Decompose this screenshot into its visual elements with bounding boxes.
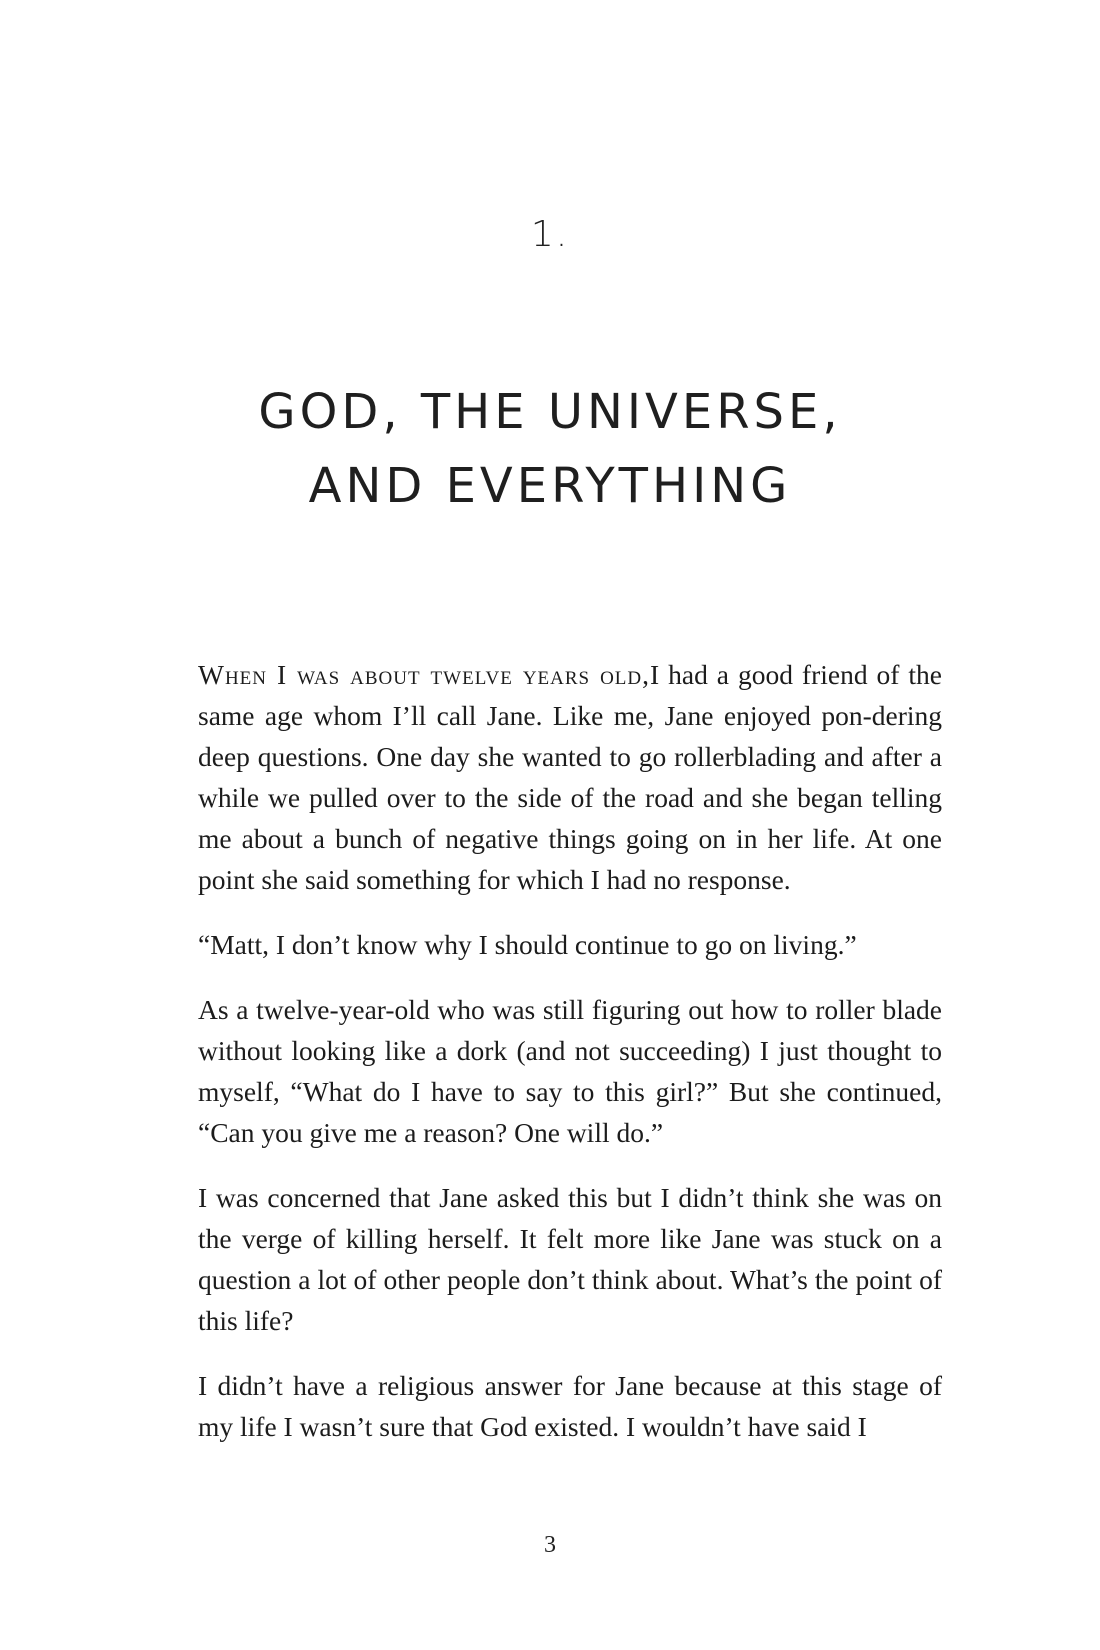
chapter-title-line-1: GOD, THE UNIVERSE, bbox=[258, 384, 842, 441]
chapter-title bbox=[0, 375, 1100, 523]
chapter-number: 1. bbox=[530, 214, 570, 255]
body-text bbox=[198, 654, 942, 1471]
paragraph-lead-in: When I was about twelve years old, bbox=[198, 659, 651, 690]
paragraph-2: “Matt, I don’t know why I should continue to go on living.” bbox=[198, 929, 857, 960]
chapter-title-line-2: AND EVERYTHING bbox=[308, 458, 792, 515]
paragraph-1 bbox=[198, 654, 942, 900]
paragraph-3: As a twelve-year-old who was still figuring out how to roller blade without looking like a dork (and not succeeding) I just thought to myself, “What do I have to say to this girl?” But she continued, “Can you give me a reason? One will do.” bbox=[198, 994, 942, 1148]
paragraph-4: I was concerned that Jane asked this but I didn’t think she was on the verge of killing herself. It felt more like Jane was stuck on a question a lot of other people don’t think about. What’s the point of this life? bbox=[198, 1182, 942, 1336]
page-number: 3 bbox=[544, 1532, 556, 1558]
paragraph-5: I didn’t have a religious answer for Jane because at this stage of my life I wasn’t sure that God existed. I wouldn’t have said I bbox=[198, 1370, 942, 1442]
paragraph-1-text: I had a good friend of the same age whom I’ll call Jane. Like me, Jane enjoyed pon-dering deep questions. One day she wanted to go rollerblading and after a while we pulled over to the side of the road and she began telling me about a bunch of negative things going on in her life. At one point she said something for which I had no response. bbox=[198, 659, 942, 895]
